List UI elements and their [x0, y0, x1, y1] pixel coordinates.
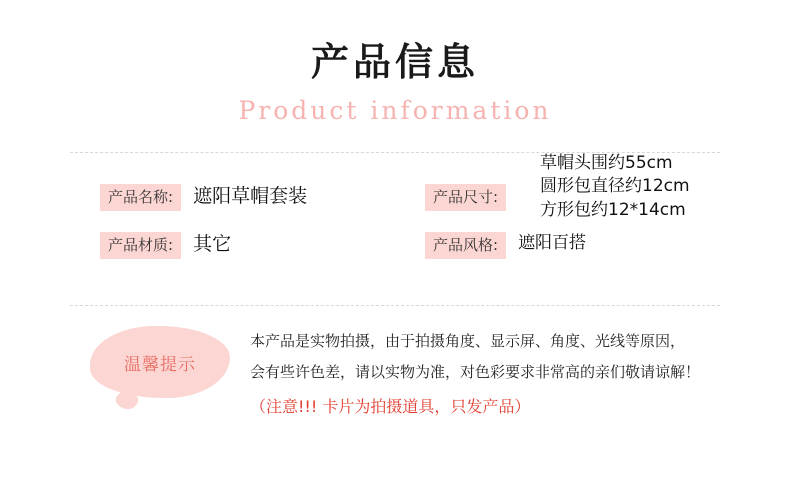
notice-line-1: 本产品是实物拍摄，由于拍摄角度、显示屏、角度、光线等原因，	[250, 332, 686, 350]
spec-label-name: 产品名称:	[100, 184, 181, 211]
spec-row-size	[425, 184, 506, 211]
spec-label-style: 产品风格:	[425, 232, 506, 259]
spec-value-name: 遮阳草帽套装	[193, 185, 308, 207]
notice-warning: （注意!!! 卡片为拍摄道具，只发产品）	[250, 396, 531, 416]
notice-text-block	[250, 326, 750, 419]
size-line-hat: 草帽头围约55cm	[540, 153, 673, 173]
page-title: 产品信息	[310, 40, 479, 84]
size-line-square-bag: 方形包约12*14cm	[540, 199, 686, 220]
page-subtitle: Product information	[238, 95, 552, 125]
spec-section	[70, 152, 720, 302]
spec-row-material	[100, 232, 231, 259]
spec-value-style: 遮阳百搭	[518, 233, 587, 253]
spec-value-material: 其它	[193, 233, 232, 255]
spec-value-size	[540, 152, 690, 222]
spec-row-style	[425, 232, 586, 259]
size-line-round-bag: 圆形包直径约12cm	[540, 176, 690, 197]
divider-bottom	[70, 305, 720, 306]
notice-badge	[90, 326, 230, 398]
title-zone	[0, 0, 790, 125]
spec-label-material: 产品材质:	[100, 232, 181, 259]
notice-line-2: 会有些许色差，请以实物为准，对色彩要求非常高的亲们敬请谅解！	[250, 362, 701, 381]
notice-badge-label: 温馨提示	[124, 354, 196, 375]
notice-section	[70, 318, 720, 448]
spec-row-name	[100, 184, 307, 211]
spec-label-size: 产品尺寸:	[425, 184, 506, 211]
